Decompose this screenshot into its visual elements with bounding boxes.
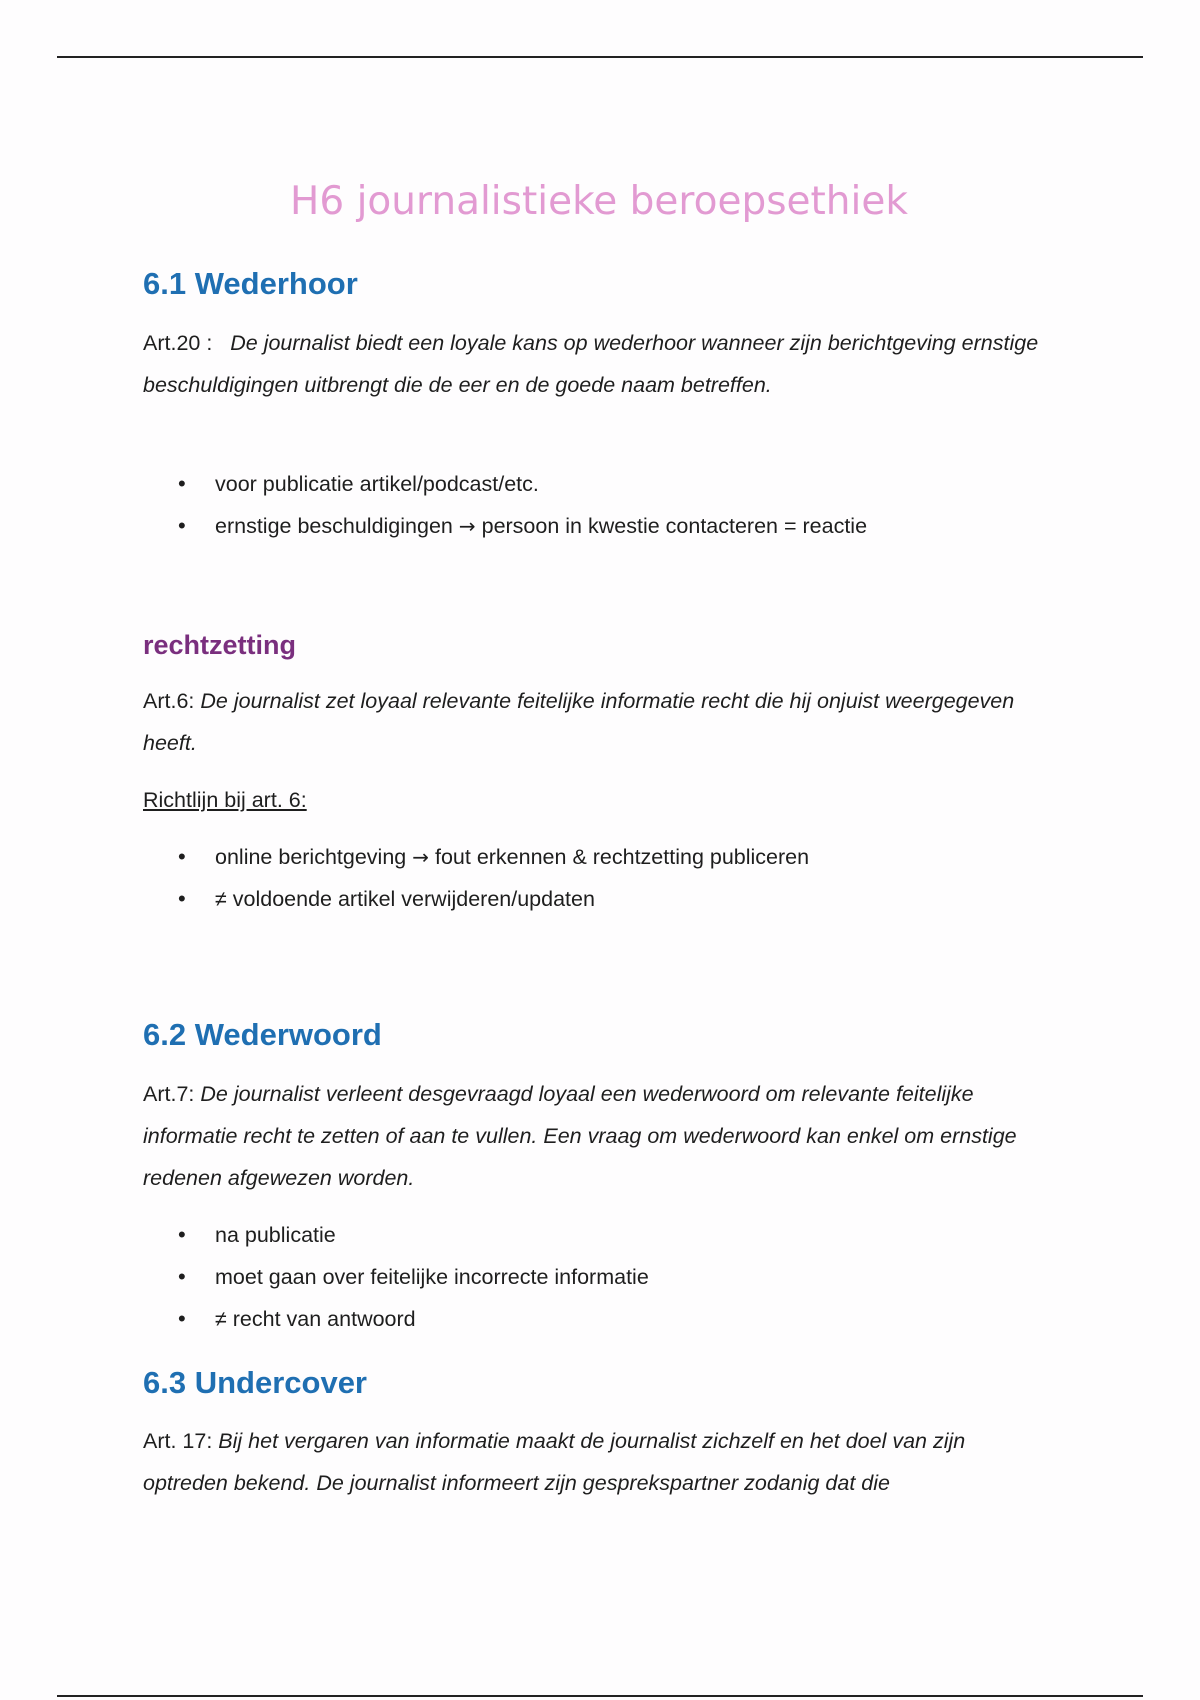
- arrow-right-icon: →: [458, 514, 476, 538]
- article-quote: De journalist zet loyaal relevante feitelijke informatie recht die hij onjuist weergegeven heeft.: [143, 689, 1015, 755]
- wederwoord-bullet-list: [143, 1214, 649, 1340]
- section-heading-rechtzetting: rechtzetting: [143, 630, 297, 660]
- bullet-icon: •: [178, 1264, 186, 1289]
- article-7-paragraph: [143, 1073, 1043, 1199]
- list-item: [143, 1298, 649, 1340]
- footer-rule: [57, 1695, 1143, 1697]
- section-heading-wederhoor: 6.1 Wederhoor: [143, 266, 358, 301]
- header-rule: [57, 56, 1143, 58]
- list-item-text: ≠ recht van antwoord: [215, 1307, 416, 1331]
- list-item-text: online berichtgeving: [215, 845, 407, 869]
- article-17-paragraph: [143, 1420, 1043, 1504]
- list-item-text: ≠ voldoende artikel verwijderen/updaten: [215, 887, 595, 911]
- article-6-paragraph: [143, 680, 1043, 764]
- list-item: [143, 463, 867, 505]
- list-item: [143, 505, 867, 547]
- bullet-icon: •: [178, 1306, 186, 1331]
- list-item: [143, 1256, 649, 1298]
- article-reference: Art. 17:: [143, 1429, 213, 1453]
- article-quote: De journalist biedt een loyale kans op wederhoor wanneer zijn berichtgeving ernstige beschuldigingen uitbrengt die de eer en de goede naam betreffen.: [143, 331, 1039, 397]
- list-item: [143, 878, 809, 920]
- guideline-label: Richtlijn bij art. 6:: [143, 788, 307, 812]
- article-20-paragraph: [143, 322, 1043, 406]
- list-item: [143, 836, 809, 878]
- article-reference: Art.6:: [143, 689, 195, 713]
- article-reference: Art.20 :: [143, 331, 213, 355]
- section-heading-wederwoord: 6.2 Wederwoord: [143, 1017, 382, 1052]
- bullet-icon: •: [178, 1222, 186, 1247]
- wederhoor-bullet-list: [143, 463, 867, 547]
- list-item-text: fout erkennen & rechtzetting publiceren: [434, 845, 810, 869]
- list-item-text: persoon in kwestie contacteren = reactie: [481, 514, 868, 538]
- article-quote: De journalist verleent desgevraagd loyaal een wederwoord om relevante feitelijke informatie recht te zetten of aan te vullen. Een vraag om wederwoord kan enkel om ernstige redenen afgewezen worden.: [143, 1082, 1017, 1190]
- section-heading-undercover: 6.3 Undercover: [143, 1365, 367, 1400]
- bullet-icon: •: [178, 844, 186, 869]
- article-quote: Bij het vergaren van informatie maakt de journalist zichzelf en het doel van zijn optreden bekend. De journalist informeert zijn gesprekspartner zodanig dat die: [143, 1429, 966, 1495]
- bullet-icon: •: [178, 886, 186, 911]
- list-item-text: moet gaan over feitelijke incorrecte informatie: [215, 1265, 649, 1289]
- list-item: [143, 1214, 649, 1256]
- list-item-text: ernstige beschuldigingen: [215, 514, 453, 538]
- rechtzetting-bullet-list: [143, 836, 809, 920]
- arrow-right-icon: →: [412, 845, 429, 869]
- list-item-text: voor publicatie artikel/podcast/etc.: [215, 472, 539, 496]
- article-reference: Art.7:: [143, 1082, 195, 1106]
- list-item-text: na publicatie: [215, 1223, 336, 1247]
- bullet-icon: •: [178, 471, 186, 496]
- document-title: H6 journalistieke beroepsethiek: [290, 179, 908, 224]
- bullet-icon: •: [178, 513, 186, 538]
